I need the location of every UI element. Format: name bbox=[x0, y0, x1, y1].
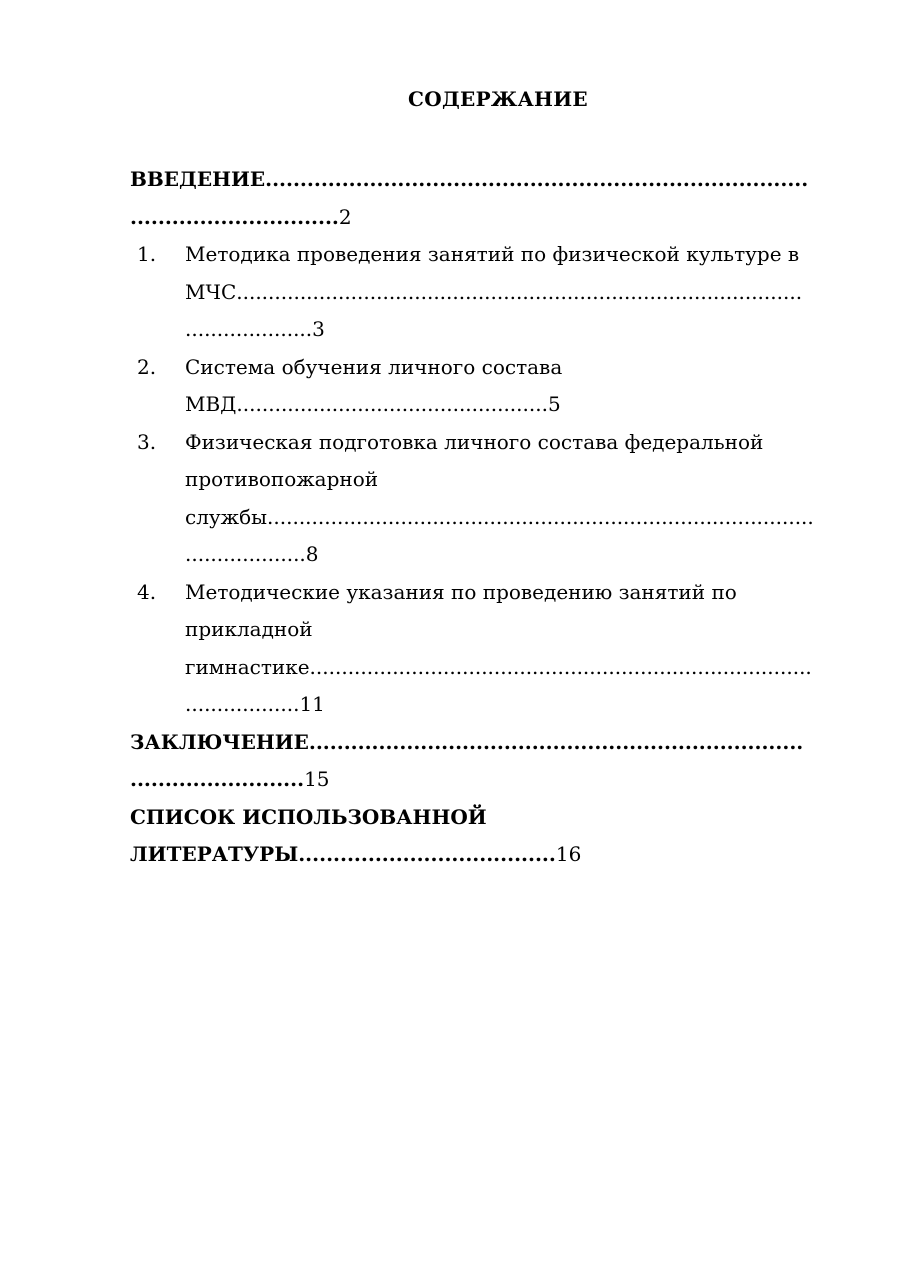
conclusion-leader-dots: ......................... bbox=[130, 767, 305, 791]
toc-entry-2[interactable] bbox=[130, 349, 866, 424]
toc-entry-2-line-2 bbox=[185, 386, 866, 424]
toc-page bbox=[130, 84, 866, 874]
references-page-number: 16 bbox=[555, 842, 582, 866]
toc-entry-1-line-3 bbox=[185, 311, 866, 349]
toc-entry-3-page-number: 8 bbox=[305, 542, 319, 566]
toc-entry-3-line-1: Физическая подготовка личного состава федеральной bbox=[185, 429, 764, 454]
toc-entry-number: 1. bbox=[137, 242, 157, 266]
toc-entry-1[interactable] bbox=[130, 236, 866, 349]
toc-entry-2-text-dots: МВД................................................. bbox=[185, 392, 548, 416]
toc-entry-1-leader-dots: .................... bbox=[185, 317, 313, 341]
intro-leader-dots: .............................. bbox=[130, 204, 339, 229]
toc-entry-number: 3. bbox=[137, 429, 157, 454]
intro-page-number: 2 bbox=[338, 204, 352, 229]
toc-entry-4-page-number: 11 bbox=[299, 692, 325, 716]
toc-entry-1-line-1: Методика проведения занятий по физической культуре в bbox=[185, 242, 800, 266]
toc-entry-4-line-2: прикладной bbox=[185, 617, 313, 641]
toc-entry-4[interactable] bbox=[130, 574, 866, 724]
references-line-2 bbox=[130, 836, 866, 874]
toc-entry-number: 4. bbox=[137, 579, 157, 604]
toc-entry-1-page-number: 3 bbox=[312, 317, 325, 341]
intro-line-2 bbox=[130, 199, 866, 237]
conclusion-line-1: ЗАКЛЮЧЕНИЕ....................................................................... bbox=[130, 729, 804, 754]
toc-entry-intro[interactable] bbox=[130, 161, 866, 236]
toc-entry-4-leader-dots: .................. bbox=[185, 692, 300, 716]
toc-entry-4-line-4 bbox=[185, 686, 866, 724]
toc-entry-1-line-2: МЧС......................................................................................... bbox=[185, 279, 803, 304]
toc-entry-3[interactable] bbox=[130, 424, 866, 574]
toc-entry-2-line-1: Система обучения личного состава bbox=[185, 354, 563, 379]
toc-entry-4-line-3: гимнастике............................................................................... bbox=[185, 654, 812, 679]
references-line-1: СПИСОК ИСПОЛЬЗОВАННОЙ bbox=[130, 804, 487, 829]
toc-entry-3-line-3: службы...................................................................................... bbox=[185, 504, 814, 529]
references-text-dots: ЛИТЕРАТУРЫ..................................... bbox=[130, 842, 556, 866]
page-title: СОДЕРЖАНИЕ bbox=[408, 87, 588, 111]
toc-entry-3-line-4 bbox=[185, 536, 866, 574]
toc-entry-2-page-number: 5 bbox=[547, 392, 561, 416]
toc-entry-number: 2. bbox=[137, 354, 157, 379]
conclusion-line-2 bbox=[130, 761, 866, 799]
toc-entry-4-line-1: Методические указания по проведению занятий по bbox=[185, 579, 737, 604]
intro-line-1: ВВЕДЕНИЕ.............................................................................. bbox=[130, 167, 809, 191]
toc-entry-3-leader-dots: ................... bbox=[185, 542, 306, 566]
toc-entry-conclusion[interactable] bbox=[130, 724, 866, 799]
toc-entry-3-line-2: противопожарной bbox=[185, 467, 379, 491]
conclusion-page-number: 15 bbox=[304, 767, 330, 791]
toc-entry-references[interactable] bbox=[130, 799, 866, 874]
